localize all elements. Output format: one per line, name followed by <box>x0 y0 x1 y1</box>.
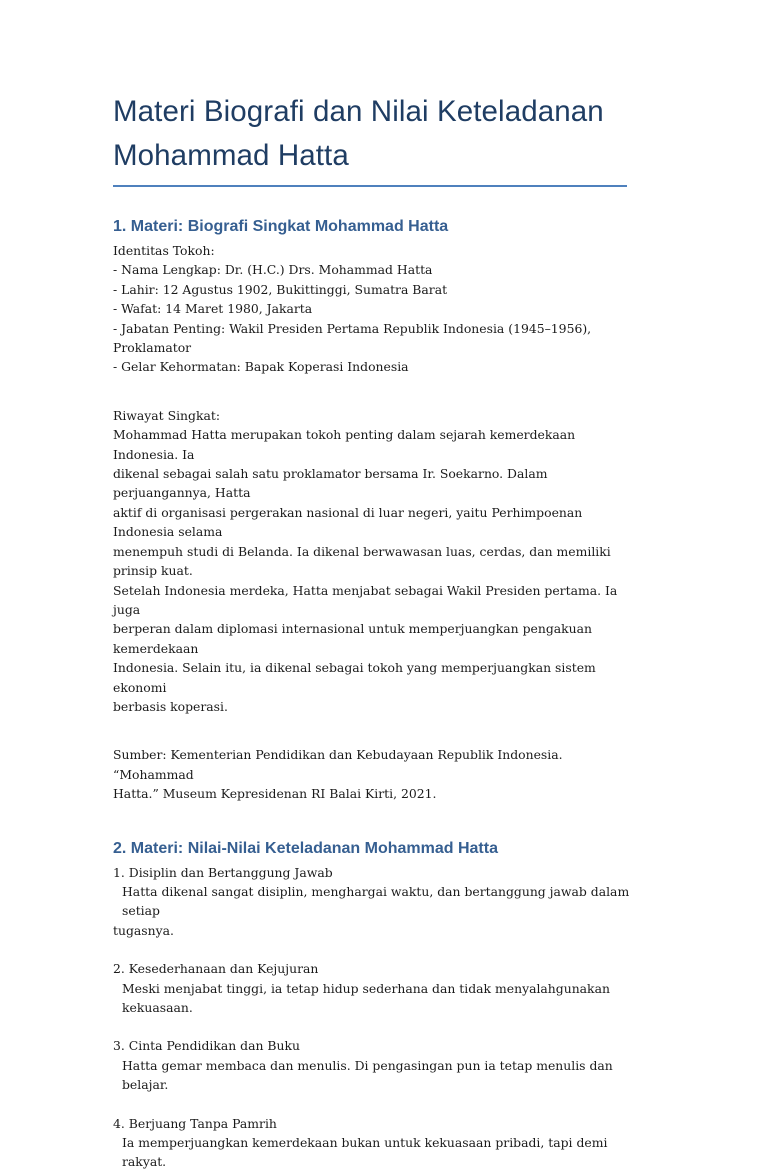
identity-block <box>113 241 633 377</box>
value-description: Hatta gemar membaca dan menulis. Di pengasingan pun ia tetap menulis dan belajar. <box>122 1057 613 1093</box>
history-line: Setelah Indonesia merdeka, Hatta menjabat sebagai Wakil Presiden pertama. Ia juga <box>113 582 618 617</box>
identity-item-name: - Nama Lengkap: Dr. (H.C.) Drs. Mohammad Hatta <box>113 262 433 278</box>
section-1-heading: 1. Materi: Biografi Singkat Mohammad Hatta <box>113 218 449 235</box>
value-item-discipline <box>113 863 633 941</box>
value-title: 1. Disiplin dan Bertanggung Jawab <box>113 864 333 880</box>
value-title: 2. Kesederhanaan dan Kejujuran <box>113 961 319 977</box>
history-line: menempuh studi di Belanda. Ia dikenal berwawasan luas, cerdas, dan memiliki prinsip kuat. <box>113 543 611 579</box>
value-description: Ia memperjuangkan kemerdekaan bukan untuk kekuasaan pribadi, tapi demi rakyat. <box>122 1135 608 1170</box>
value-title: 3. Cinta Pendidikan dan Buku <box>113 1038 300 1054</box>
identity-label: Identitas Tokoh: <box>113 243 215 258</box>
source-line: Hatta.” Museum Kepresidenan RI Balai Kirti, 2021. <box>113 786 437 802</box>
values-list <box>113 863 633 1172</box>
history-label: Riwayat Singkat: <box>113 407 221 423</box>
value-description: tugasnya. <box>113 922 174 938</box>
value-item-selfless <box>113 1114 633 1172</box>
identity-item-born: - Lahir: 12 Agustus 1902, Bukittinggi, Sumatra Barat <box>113 281 448 297</box>
value-item-education <box>113 1036 633 1094</box>
history-line: berperan dalam diplomasi internasional untuk memperjuangkan pengakuan kemerdekaan <box>113 621 593 656</box>
source-line: Sumber: Kementerian Pendidikan dan Kebudayaan Republik Indonesia. “Mohammad <box>113 747 563 782</box>
history-line: berbasis koperasi. <box>113 698 228 714</box>
document-title-line-1: Materi Biografi dan Nilai Keteladanan <box>113 95 604 128</box>
history-line: Indonesia. Selain itu, ia dikenal sebagai tokoh yang memperjuangkan sistem ekonomi <box>113 660 596 695</box>
history-block <box>113 406 633 717</box>
history-line: Mohammad Hatta merupakan tokoh penting dalam sejarah kemerdekaan Indonesia. Ia <box>113 427 576 462</box>
document-title-line-2: Mohammad Hatta <box>113 139 349 172</box>
identity-item-position: - Jabatan Penting: Wakil Presiden Pertama Republik Indonesia (1945–1956), Proklamator <box>113 320 592 356</box>
source-citation <box>113 745 633 803</box>
identity-item-died: - Wafat: 14 Maret 1980, Jakarta <box>113 301 313 317</box>
section-2-heading: 2. Materi: Nilai-Nilai Keteladanan Mohammad Hatta <box>113 839 498 857</box>
document-title <box>113 90 633 178</box>
value-title: 4. Berjuang Tanpa Pamrih <box>113 1115 277 1131</box>
history-line: aktif di organisasi pergerakan nasional di luar negeri, yaitu Perhimpoenan Indonesia selama <box>113 504 583 540</box>
history-line: dikenal sebagai salah satu proklamator bersama Ir. Soekarno. Dalam perjuangannya, Hatta <box>113 466 548 501</box>
document-page <box>113 90 633 1172</box>
value-item-simplicity <box>113 959 633 1017</box>
value-description: Hatta dikenal sangat disiplin, menghargai waktu, dan bertanggung jawab dalam setiap <box>122 883 630 919</box>
title-divider <box>113 185 627 187</box>
identity-item-honor: - Gelar Kehormatan: Bapak Koperasi Indonesia <box>113 359 409 375</box>
value-description: Meski menjabat tinggi, ia tetap hidup sederhana dan tidak menyalahgunakan kekuasaan. <box>122 980 610 1015</box>
